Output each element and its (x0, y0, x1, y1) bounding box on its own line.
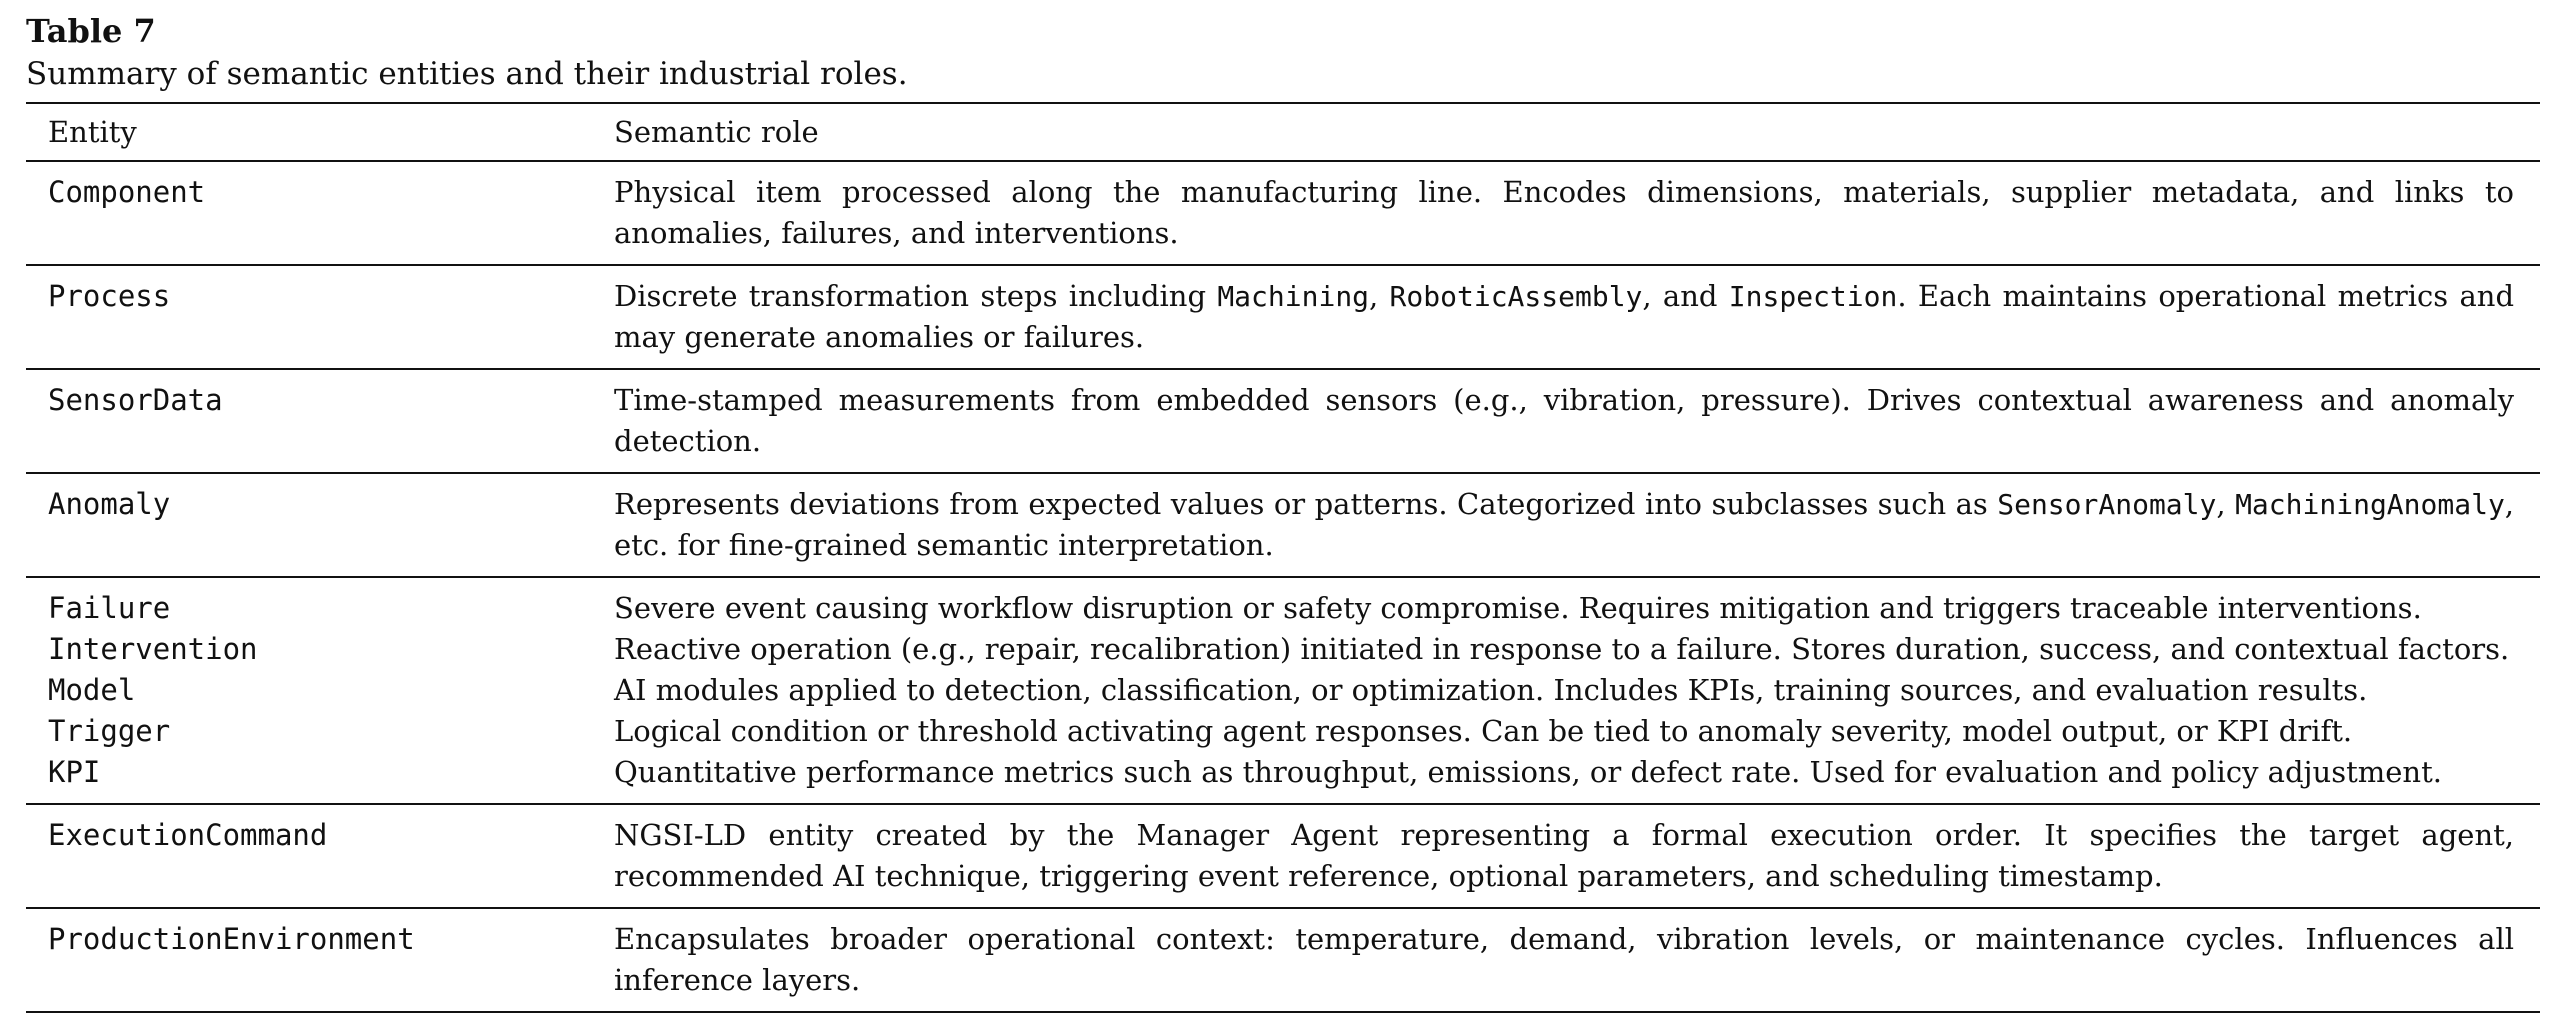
document-page (26, 10, 2540, 1013)
table-row (26, 265, 2540, 369)
role-text: Represents deviations from expected values or patterns. Categorized into subclasses such as (614, 487, 1998, 521)
role-code-inspection: Inspection (1728, 280, 1898, 313)
table-caption: Summary of semantic entities and their industrial roles. (26, 56, 908, 92)
table-row (26, 908, 2540, 1012)
role-text: . Each maintains operational metrics and may generate anomalies or failures. (614, 279, 2515, 354)
entity-cell: Failure (48, 591, 171, 625)
role-code-machining: Machining (1217, 280, 1370, 313)
table-row (26, 629, 2540, 670)
role-cell: Quantitative performance metrics such as throughput, emissions, or defect rate. Used for evaluation and policy adjustment. (592, 752, 2540, 804)
entity-cell: Component (26, 161, 592, 265)
table-row (26, 711, 2540, 752)
table-row (26, 752, 2540, 804)
entity-cell: Model (48, 673, 136, 707)
table-row (26, 369, 2540, 473)
role-text: , (1369, 279, 1390, 313)
role-code-sensoranomaly: SensorAnomaly (1997, 488, 2217, 521)
role-cell: AI modules applied to detection, classification, or optimization. Includes KPIs, training sources, and evaluation results. (614, 673, 2368, 707)
role-text: Discrete transformation steps including (614, 279, 1218, 313)
role-cell: Encapsulates broader operational context: temperature, demand, vibration levels, or maintenance cycles. Influences all inference layers. (592, 908, 2540, 1012)
role-cell (592, 265, 2540, 369)
table-label: Table 7 (26, 12, 156, 50)
row-group-component (26, 161, 2540, 265)
role-text: , (2216, 487, 2236, 521)
role-text: , etc. for fine-grained semantic interpretation. (614, 487, 2515, 562)
table-row (26, 473, 2540, 577)
row-group-executioncommand (26, 804, 2540, 908)
role-cell: Logical condition or threshold activating agent responses. Can be tied to anomaly severity, model output, or KPI drift. (614, 714, 2353, 748)
entity-cell: KPI (26, 752, 592, 804)
entity-cell: Trigger (48, 714, 171, 748)
entity-cell: Anomaly (26, 473, 592, 577)
role-text: , and (1642, 279, 1729, 313)
header-entity: Entity (26, 103, 592, 161)
row-group-process (26, 265, 2540, 369)
role-code-machininganomaly: MachiningAnomaly (2235, 488, 2505, 521)
table-row (26, 161, 2540, 265)
entity-cell: ProductionEnvironment (26, 908, 592, 1012)
role-cell: Time-stamped measurements from embedded sensors (e.g., vibration, pressure). Drives contextual awareness and anomaly detection. (592, 369, 2540, 473)
header-semantic-role: Semantic role (592, 103, 2540, 161)
entity-cell: Intervention (48, 632, 258, 666)
row-group-failure-to-kpi (26, 577, 2540, 804)
entities-table (26, 102, 2540, 1013)
entity-cell: SensorData (26, 369, 592, 473)
entity-cell: ExecutionCommand (26, 804, 592, 908)
role-cell: NGSI-LD entity created by the Manager Agent representing a formal execution order. It specifies the target agent, recommended AI technique, triggering event reference, optional parameters, and scheduling timestamp. (592, 804, 2540, 908)
role-code-roboticassembly: RoboticAssembly (1389, 280, 1643, 313)
row-group-productionenvironment (26, 908, 2540, 1012)
row-group-anomaly (26, 473, 2540, 577)
row-group-sensordata (26, 369, 2540, 473)
table-row (26, 577, 2540, 629)
role-cell (592, 473, 2540, 577)
role-cell: Physical item processed along the manufacturing line. Encodes dimensions, materials, supplier metadata, and links to anomalies, failures, and interventions. (592, 161, 2540, 265)
role-cell: Severe event causing workflow disruption or safety compromise. Requires mitigation and triggers traceable interventions. (614, 591, 2422, 625)
table-row (26, 670, 2540, 711)
table-row (26, 804, 2540, 908)
role-cell: Reactive operation (e.g., repair, recalibration) initiated in response to a failure. Stores duration, success, and contextual factors. (614, 632, 2510, 666)
header-row (26, 103, 2540, 161)
entity-cell: Process (26, 265, 592, 369)
